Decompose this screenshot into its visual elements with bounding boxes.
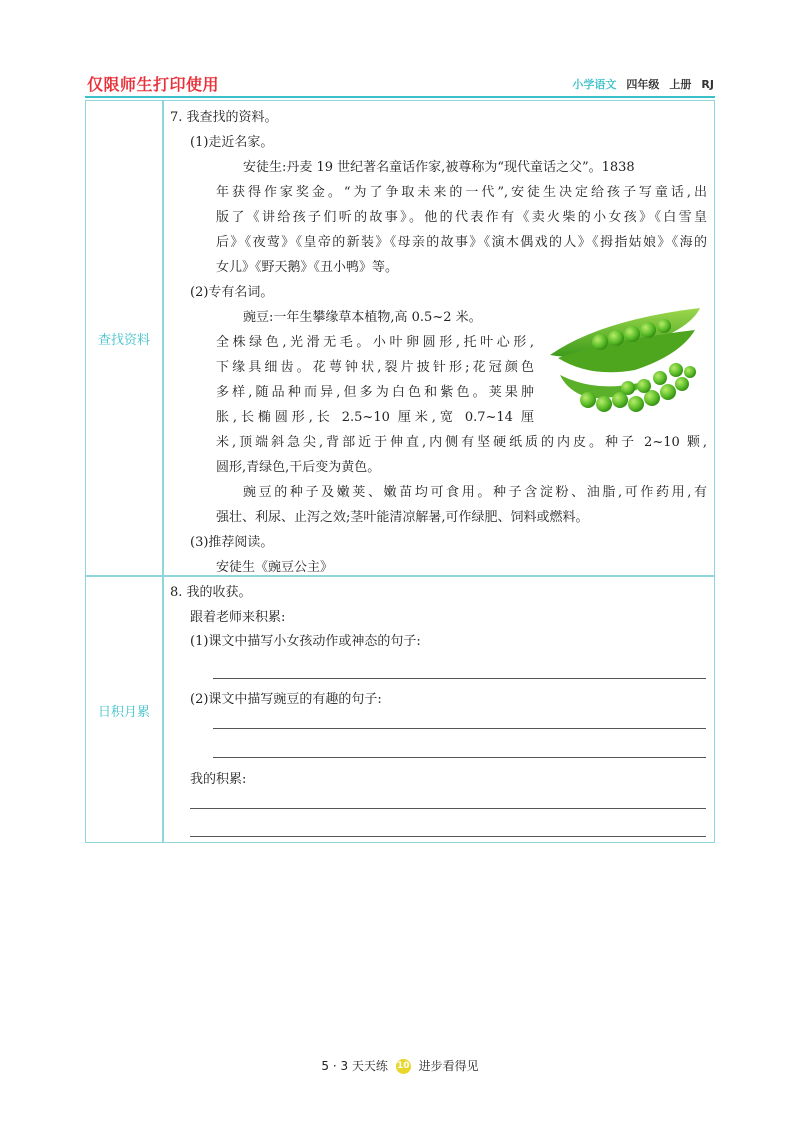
volume-label: 上册: [669, 78, 692, 91]
para3-line: 豌豆的种子及嫩荚、嫩苗均可食用。种子含淀粉、油脂,可作药用,有: [243, 485, 707, 500]
my-accumulation: 我的积累:: [190, 772, 247, 787]
question-8: 8. 我的收获。: [170, 585, 252, 600]
edition-label: RJ: [701, 77, 714, 91]
column-divider: [162, 101, 164, 842]
para1-line: 安徒生:丹麦 19 世纪著名童话作家,被尊称为“现代童话之父”。1838: [243, 160, 635, 175]
para2-line: 米,顶端斜急尖,背部近于伸直,内侧有坚硬纸质的内皮。种子 2~10 颗,: [216, 435, 707, 450]
para1-line: 版了《讲给孩子们听的故事》。他的代表作有《卖火柴的小女孩》《白雪皇: [216, 210, 707, 225]
answer-line[interactable]: [213, 728, 706, 729]
header-divider: [85, 96, 715, 98]
para2-line: 圆形,青绿色,干后变为黄色。: [216, 460, 381, 475]
para3-line: 强壮、利尿、止泻之效;茎叶能清凉解暑,可作绿肥、饲料或燃料。: [216, 510, 589, 525]
sub-heading-3: (3)推荐阅读。: [190, 535, 274, 550]
pea-pod-image: [540, 300, 710, 420]
grade-label: 四年级: [626, 78, 660, 91]
para1-line: 女儿》《野天鹅》《丑小鸭》等。: [216, 260, 399, 275]
subject-label: 小学语文: [572, 78, 617, 91]
row-divider: [86, 575, 714, 577]
answer-line[interactable]: [190, 836, 706, 837]
book-info: [572, 76, 714, 92]
answer-line[interactable]: [213, 678, 706, 679]
answer-line[interactable]: [213, 757, 706, 758]
page-footer: [0, 1057, 800, 1074]
prompt-2: (2)课文中描写豌豆的有趣的句子:: [190, 692, 382, 707]
recommended-book: 安徒生《豌豆公主》: [216, 560, 334, 575]
para2-line: 多样,随品种而异,但多为白色和紫色。荚果肿: [216, 385, 534, 400]
question-7: 7. 我查找的资料。: [170, 110, 278, 125]
prompt-1: (1)课文中描写小女孩动作或神态的句子:: [190, 634, 421, 649]
footer-brand: 5 · 3 天天练: [321, 1059, 388, 1073]
para2-line: 胀,长椭圆形,长 2.5~10 厘米,宽 0.7~14 厘: [216, 410, 534, 425]
intro-text: 跟着老师来积累:: [190, 610, 286, 625]
section-label-accumulate: 日积月累: [97, 705, 150, 720]
para1-line: 年获得作家奖金。“为了争取未来的一代”,安徒生决定给孩子写童话,出: [216, 185, 707, 200]
sub-heading-2: (2)专有名词。: [190, 285, 274, 300]
para1-line: 后》《夜莺》《皇帝的新装》《母亲的故事》《演木偶戏的人》《拇指姑娘》《海的: [216, 235, 707, 250]
answer-line[interactable]: [190, 808, 706, 809]
print-notice: 仅限师生打印使用: [87, 75, 220, 94]
footer-slogan: 进步看得见: [418, 1059, 479, 1073]
para2-line: 豌豆:一年生攀缘草本植物,高 0.5~2 米。: [243, 310, 482, 325]
sub-heading-1: (1)走近名家。: [190, 135, 274, 150]
para2-line: 下缘具细齿。花萼钟状,裂片披针形;花冠颜色: [216, 360, 534, 375]
page-number-badge: 10: [396, 1059, 411, 1074]
section-label-research: 查找资料: [97, 333, 150, 348]
para2-line: 全株绿色,光滑无毛。小叶卵圆形,托叶心形,: [216, 335, 534, 350]
